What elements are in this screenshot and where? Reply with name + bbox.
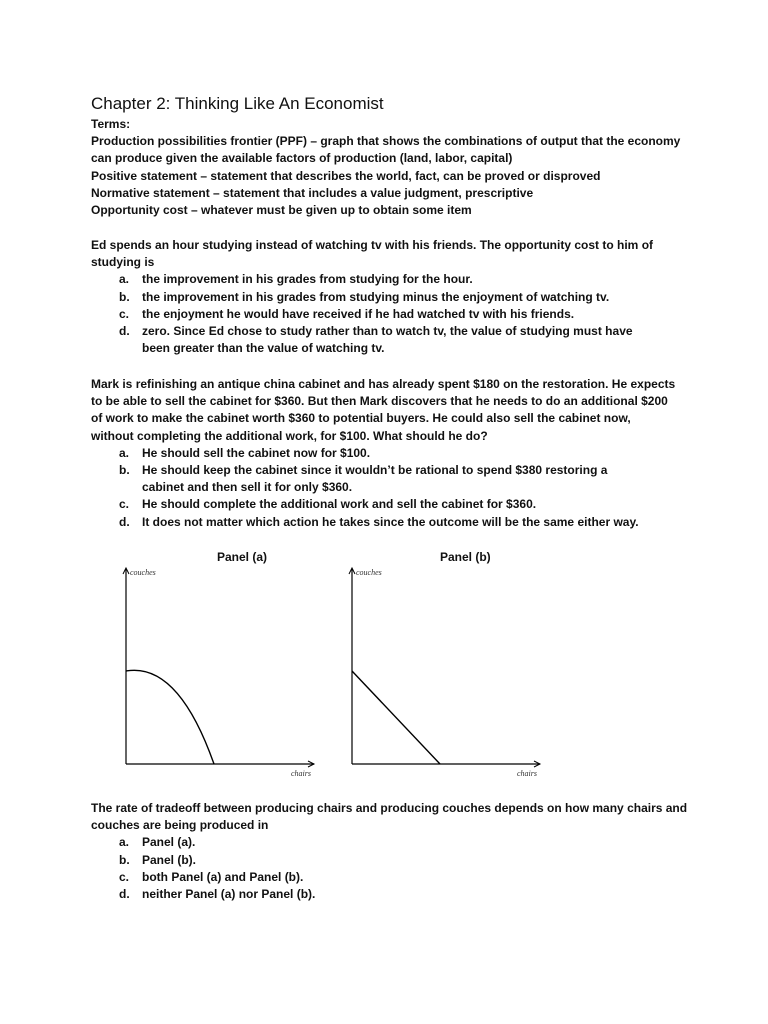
choice-label: d. bbox=[119, 887, 130, 902]
choice-label: d. bbox=[119, 324, 130, 339]
panel-a-graph bbox=[112, 564, 328, 782]
panel-b-title: Panel (b) bbox=[440, 550, 491, 564]
panel-b-axes bbox=[349, 568, 540, 767]
choice-label: d. bbox=[119, 514, 130, 529]
choice-text: Panel (a). bbox=[142, 835, 196, 850]
choice-text: Panel (b). bbox=[142, 852, 197, 867]
term-line: can produce given the available factors of production (land, labor, capital) bbox=[91, 151, 513, 166]
choice-text: zero. Since Ed chose to study rather than to watch tv, the value of studying must have bbox=[142, 324, 633, 339]
question-2 bbox=[91, 376, 691, 531]
choice-text: He should keep the cabinet since it wouldn’t be rational to spend $380 restoring a bbox=[142, 463, 608, 478]
choice-label: c. bbox=[119, 306, 130, 321]
question-1 bbox=[91, 237, 691, 357]
question-text: studying is bbox=[91, 255, 155, 270]
panel-a-axes bbox=[123, 568, 314, 767]
page-title: Chapter 2: Thinking Like An Economist bbox=[91, 94, 384, 113]
panel-a-title: Panel (a) bbox=[217, 550, 268, 564]
terms-heading: Terms: bbox=[91, 117, 131, 131]
choice-label: b. bbox=[119, 463, 130, 478]
choice-a bbox=[91, 445, 691, 462]
question-text: couches are being produced in bbox=[91, 818, 269, 833]
choice-label: a. bbox=[119, 445, 130, 460]
question-text: The rate of tradeoff between producing chairs and producing couches depends on how many chairs and bbox=[91, 801, 688, 815]
choice-d bbox=[91, 323, 691, 357]
choice-list bbox=[91, 834, 691, 903]
choice-a bbox=[91, 834, 691, 851]
choice-list bbox=[91, 271, 691, 357]
choice-label: a. bbox=[119, 835, 130, 850]
term-line: Opportunity cost – whatever must be given up to obtain some item bbox=[91, 203, 472, 218]
choice-text: It does not matter which action he takes since the outcome will be the same either way. bbox=[142, 514, 639, 529]
question-text: without completing the additional work, for $100. What should he do? bbox=[91, 428, 488, 443]
choice-text: neither Panel (a) nor Panel (b). bbox=[142, 887, 316, 902]
x-axis-label: chairs bbox=[517, 769, 537, 778]
choice-text: He should sell the cabinet now for $100. bbox=[142, 445, 371, 460]
term-line: Production possibilities frontier (PPF) – graph that shows the combinations of output that the economy bbox=[91, 134, 681, 149]
choice-d bbox=[91, 886, 691, 903]
ppf-concave-curve bbox=[126, 670, 214, 764]
choice-text: the enjoyment he would have received if he had watched tv with his friends. bbox=[142, 306, 575, 321]
choice-b bbox=[91, 462, 691, 496]
x-axis-label: chairs bbox=[291, 769, 311, 778]
ppf-straight-line bbox=[352, 671, 440, 764]
choice-label: c. bbox=[119, 869, 130, 884]
choice-label: b. bbox=[119, 852, 130, 867]
choice-text: the improvement in his grades from studying for the hour. bbox=[142, 272, 473, 287]
choice-d bbox=[91, 514, 691, 531]
question-text: to be able to sell the cabinet for $360. But then Mark discovers that he needs to do an additional $200 bbox=[91, 394, 668, 409]
choice-list bbox=[91, 445, 691, 531]
question-text: Mark is refinishing an antique china cabinet and has already spent $180 on the restoration. He expects bbox=[91, 377, 676, 391]
choice-c bbox=[91, 306, 691, 323]
term-line: Normative statement – statement that includes a value judgment, prescriptive bbox=[91, 185, 534, 200]
y-axis-label: couches bbox=[130, 568, 156, 577]
choice-b bbox=[91, 852, 691, 869]
choice-text: both Panel (a) and Panel (b). bbox=[142, 869, 304, 884]
y-axis-label: couches bbox=[356, 568, 382, 577]
choice-b bbox=[91, 289, 691, 306]
choice-label: c. bbox=[119, 497, 130, 512]
choice-c bbox=[91, 869, 691, 886]
term-line: Positive statement – statement that describes the world, fact, can be proved or disproved bbox=[91, 168, 601, 183]
choice-text-continued: cabinet and then sell it for only $360. bbox=[142, 480, 353, 495]
choice-text-continued: been greater than the value of watching tv. bbox=[142, 341, 385, 356]
choice-label: b. bbox=[119, 289, 130, 304]
choice-a bbox=[91, 271, 691, 288]
question-text: of work to make the cabinet worth $360 to potential buyers. He could also sell the cabinet now, bbox=[91, 411, 631, 426]
question-text: Ed spends an hour studying instead of watching tv with his friends. The opportunity cost to him of bbox=[91, 238, 654, 252]
choice-text: He should complete the additional work and sell the cabinet for $360. bbox=[142, 497, 537, 512]
choice-c bbox=[91, 496, 691, 513]
question-3 bbox=[91, 800, 691, 903]
choice-label: a. bbox=[119, 272, 130, 287]
terms-section bbox=[91, 116, 691, 219]
panel-b-graph bbox=[338, 564, 554, 782]
choice-text: the improvement in his grades from studying minus the enjoyment of watching tv. bbox=[142, 289, 610, 304]
